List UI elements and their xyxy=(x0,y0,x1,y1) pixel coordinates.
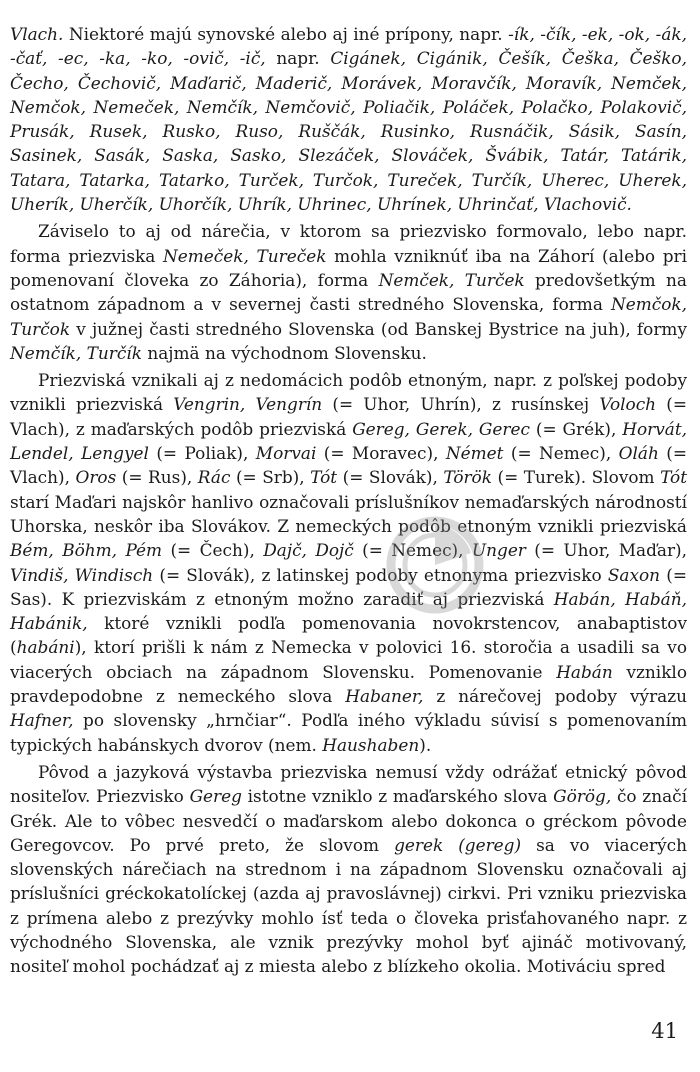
text-segment: Priezviská vznikali aj z nedomácich podôb etnoným, napr. z poľskej podoby vznikli priezviská xyxy=(10,370,687,415)
page-number: 41 xyxy=(651,1019,678,1043)
text-segment: (= Turek). Slovom xyxy=(491,467,661,488)
text-segment: napr. xyxy=(265,48,331,69)
italic-text-segment: Nemčok, Turčok xyxy=(10,294,687,339)
text-segment: ktoré vznikli podľa pomenovania novokrstencov, anabaptistov ( xyxy=(10,613,687,658)
text-segment: predovšetkým na ostatnom západnom a v severnej časti stredného Slovenska, forma xyxy=(10,269,687,315)
paragraph xyxy=(10,368,687,757)
italic-text-segment: gerek (gereg) xyxy=(394,834,522,855)
text-segment: (= Srb), xyxy=(230,467,311,488)
text-segment: (= Vlach), z maďarských podôb priezviská xyxy=(10,394,687,439)
text-segment: najmä na východnom Slovensku. xyxy=(141,342,427,363)
italic-text-segment: Saxon xyxy=(607,564,661,585)
italic-text-segment: Dajč, Dojč xyxy=(263,540,354,561)
italic-text-segment: Vindiš, Windisch xyxy=(10,564,154,585)
italic-text-segment: Oros xyxy=(75,467,117,488)
text-segment: Niektoré majú synovské alebo aj iné prípony, napr. xyxy=(63,24,509,44)
text-segment: (= Grék), xyxy=(529,418,623,439)
paragraph xyxy=(10,22,687,216)
italic-text-segment: Gereg, Gerek, Gerec xyxy=(352,418,530,439)
italic-text-segment: Német xyxy=(445,443,504,464)
text-segment: (= Moravec), xyxy=(316,443,446,464)
text-segment: vzniklo pravdepodobne z nemeckého slova xyxy=(10,661,687,707)
italic-text-segment: Bém, Böhm, Pém xyxy=(10,540,163,561)
body-text xyxy=(10,22,687,979)
italic-text-segment: Morvai xyxy=(255,443,317,464)
text-segment: (= Vlach), xyxy=(10,443,687,488)
italic-text-segment: Tót xyxy=(310,467,338,488)
text-segment: ), ktorí prišli k nám z Nemecka v polovici 16. storočia a usadili sa vo viacerých obciach na západnom Slovensku. Pomenovanie xyxy=(10,637,687,682)
text-segment: mohla vzniknúť iba na Záhorí (alebo pri pomenovaní človeka zo Záhoria), forma xyxy=(10,245,688,290)
text-segment: z nárečovej podoby výrazu xyxy=(423,686,687,707)
text-segment: (= Uhor, Maďar), xyxy=(525,540,687,561)
text-segment: (= Slovák), xyxy=(337,467,444,488)
text-segment: (= Nemec), xyxy=(503,443,619,464)
italic-text-segment: Cigánek, Cigánik, Češík, Češka, Češko, Čecho, Čechovič, Maďarič, Maderič, Morávek, Moravčík, Moravík, Nemček, Nemčok, Nemeček, Nemčík, Nemčovič, Poliačik, Poláček, Polačko, Polakovič, Prusák, Rusek, Rusko, Ruso, Ruščák, Rusinko, Rusnáčik, Sásik, Sasín, Sasinek, Sasák, Saska, Sasko, Slezáček, Slováček, Švábik, Tatár, Tatárik, Tatara, Tatarka, Tatarko, Turček, Turčok, Tureček, Turčík, Uherec, Uherek, Uherík, Uherčík, Uhorčík, Uhrík, Uhrinec, Uhrínek, Uhrinčať, Vlachovič. xyxy=(10,48,687,215)
text-segment: Pôvod a jazyková výstavba priezviska nemusí vždy odrážať etnický pôvod nositeľov. Priezvisko xyxy=(10,761,687,807)
text-segment: (= Sas). K priezviskám z etnoným možno zaradiť aj priezviská xyxy=(10,564,687,609)
italic-text-segment: Vlach. xyxy=(10,24,64,44)
text-segment: (= Nemec), xyxy=(353,540,472,561)
italic-text-segment: Nemčík, Turčík xyxy=(10,342,142,363)
paragraph xyxy=(10,760,687,979)
text-segment: (= Poliak), xyxy=(148,443,256,464)
text-segment: čo značí Grék. Ale to vôbec nesvedčí o maďarskom alebo dokonca o gréckom pôvode Geregovcov. Po prvé preto, že slovom xyxy=(10,786,688,855)
text-segment: v južnej časti stredného Slovenska (od Banskej Bystrice na juh), formy xyxy=(70,318,687,339)
italic-text-segment: Habán xyxy=(556,661,613,682)
italic-text-segment: Horvát, Lendel, Lengyel xyxy=(10,418,687,464)
paragraph xyxy=(10,219,687,365)
italic-text-segment: -ík, -čík, -ek, -ok, -ák, -čať, -ec, -ka, -ko, -ovič, -ič, xyxy=(10,24,687,69)
text-segment: Záviselo to aj od nárečia, v ktorom sa priezvisko formovalo, lebo napr. forma priezviska xyxy=(10,221,687,266)
italic-text-segment: Rác xyxy=(197,467,231,488)
text-segment: (= Slovák), z latinskej podoby etnonyma priezvisko xyxy=(153,564,608,585)
italic-text-segment: Habaner, xyxy=(345,686,424,707)
italic-text-segment: Oláh xyxy=(618,443,659,464)
italic-text-segment: habáni xyxy=(16,637,75,658)
text-segment: starí Maďari najskôr hanlivo označovali príslušníkov nemaďarských národností Uhorska, neskôr iba Slovákov. Z nemeckých podôb etnoným vznikli priezviská xyxy=(10,491,687,536)
italic-text-segment: Nemeček, Tureček xyxy=(163,245,327,266)
text-segment: ). xyxy=(419,734,432,755)
text-segment: po slovensky „hrnčiar“. Podľa iného výkladu súvisí s pomenovaním typických habánskych dvorov (nem. xyxy=(10,710,687,755)
text-segment: istotne vzniklo z maďarského slova xyxy=(241,786,554,807)
italic-text-segment: Habán, Habáň, Habánik, xyxy=(10,588,687,634)
italic-text-segment: Gereg xyxy=(189,786,242,807)
text-segment: (= Čech), xyxy=(162,540,264,561)
italic-text-segment: Hafner, xyxy=(10,710,74,731)
italic-text-segment: Vengrin, Vengrín xyxy=(173,394,323,415)
italic-text-segment: Haushaben xyxy=(322,734,420,755)
italic-text-segment: Török xyxy=(443,467,492,488)
text-segment: sa vo viacerých slovenských nárečiach na strednom i na západnom Slovensku označovali aj príslušníci gréckokatolíckej (azda aj pravoslávnej) cirkvi. Pri vzniku priezviska z prímena alebo z prezývky mohlo ísť teda o človeka prisťahovaného napr. z východného Slovenska, ale vznik prezývky mohol byť ajináč motivovaný, nositeľ mohol pochádzať aj z miesta alebo z blízkeho okolia. Motiváciu spred xyxy=(10,834,687,977)
text-segment: (= Uhor, Uhrín), z rusínskej xyxy=(322,394,600,415)
italic-text-segment: Voloch xyxy=(599,394,657,415)
italic-text-segment: Görög, xyxy=(553,786,612,807)
text-segment: (= Rus), xyxy=(116,467,198,488)
italic-text-segment: Nemček, Turček xyxy=(378,269,525,290)
italic-text-segment: Unger xyxy=(471,540,526,561)
italic-text-segment: Tót xyxy=(660,467,687,488)
